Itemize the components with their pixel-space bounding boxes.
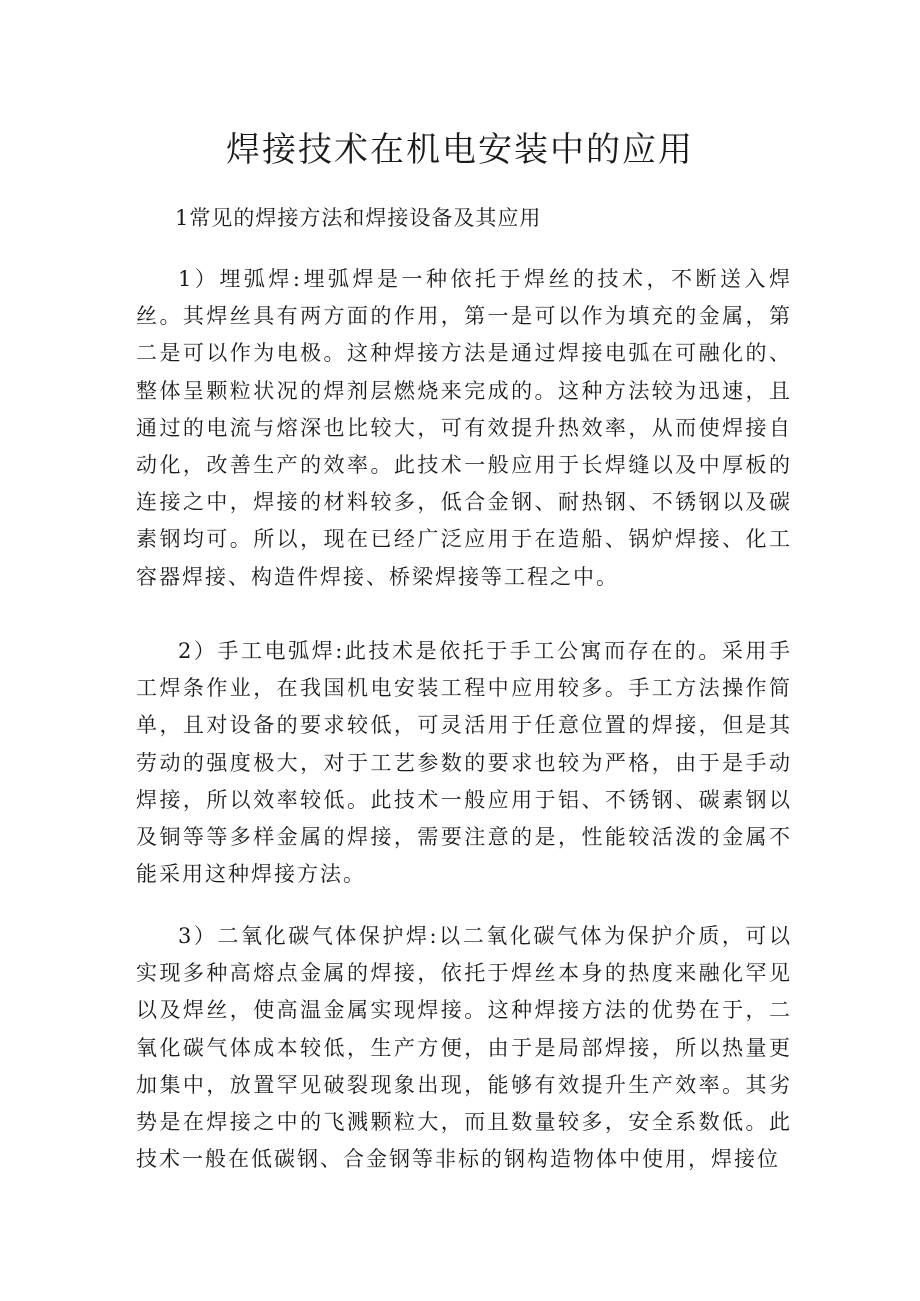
paragraph-submerged-arc-welding: 1）埋弧焊:埋弧焊是一种依托于焊丝的技术，不断送入焊丝。其焊丝具有两方面的作用，第一是可以作为填充的金属，第二是可以作为电极。这种焊接方法是通过焊接电弧在可融化的、整体呈颗粒状况的焊剂层燃烧来完成的。这种方法较为迅速，且通过的电流与熔深也比较大，可有效提升热效率，从而使焊接自动化，改善生产的效率。此技术一般应用于长焊缝以及中厚板的连接之中，焊接的材料较多，低合金钢、耐热钢、不锈钢以及碳素钢均可。所以，现在已经广泛应用于在造船、锅炉焊接、化工容器焊接、构造件焊接、桥梁焊接等工程之中。 <box>136 267 792 589</box>
document-title: 焊接技术在机电安装中的应用 <box>226 130 694 170</box>
paragraph-manual-arc-welding: 2）手工电弧焊:此技术是依托于手工公寓而存在的。采用手工焊条作业，在我国机电安装工程中应用较多。手工方法操作简单，且对设备的要求较低，可灵活用于任意位置的焊接，但是其劳动的强度极大，对于工艺参数的要求也较为严格，由于是手动焊接，所以效率较低。此技术一般应用于铝、不锈钢、碳素钢以及铜等等多样金属的焊接，需要注意的是，性能较活泼的金属不能采用这种焊接方法。 <box>136 639 792 887</box>
paragraph-co2-shielded-welding: 3）二氧化碳气体保护焊:以二氧化碳气体为保护介质，可以实现多种高熔点金属的焊接，依托于焊丝本身的热度来融化罕见以及焊丝，使高温金属实现焊接。这种焊接方法的优势在于，二氧化碳气体成本较低，生产方便，由于是局部焊接，所以热量更加集中，放置罕见破裂现象出现，能够有效提升生产效率。其劣势是在焊接之中的飞溅颗粒大，而且数量较多，安全系数低。此技术一般在低碳钢、合金钢等非标的钢构造物体中使用，焊接位 <box>136 924 792 1172</box>
section-heading: 1常见的焊接方法和焊接设备及其应用 <box>175 206 542 230</box>
